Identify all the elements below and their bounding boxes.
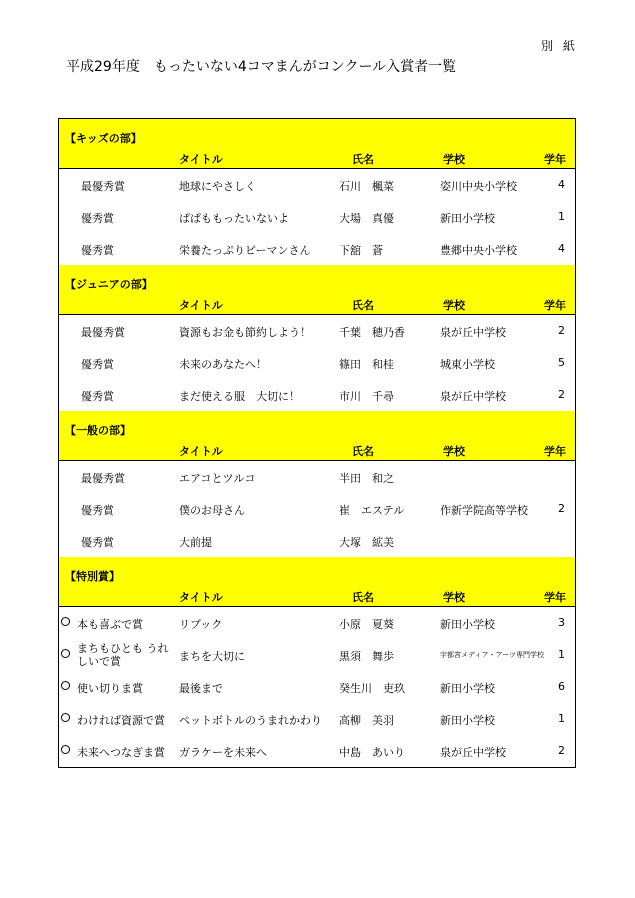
name-cell: 市川 千尋 (339, 390, 394, 403)
title-cell: 地球にやさしく (179, 180, 256, 193)
table-row (59, 493, 575, 525)
table-row (59, 607, 575, 639)
award-cell: 使い切りま賞 (77, 682, 143, 695)
name-cell: 千葉 穂乃香 (339, 326, 405, 339)
section-title: 【特別賞】 (65, 570, 120, 583)
section-header (59, 265, 575, 315)
name-cell: 下舘 蒼 (339, 244, 383, 257)
school-cell: 新田小学校 (440, 682, 495, 695)
title-cell: 栄養たっぷりピーマンさん (179, 244, 311, 257)
column-header-grade: 学年 (544, 445, 566, 458)
name-cell: 半田 和之 (339, 472, 394, 485)
school-cell: 姿川中央小学校 (440, 180, 517, 193)
table-row (59, 735, 575, 767)
column-header-name: 氏名 (352, 445, 374, 458)
table-row (59, 315, 575, 347)
title-cell: エアコとツルコ (179, 472, 256, 485)
annex-label: 別 紙 (541, 39, 578, 53)
name-cell: 大塚 絋美 (339, 536, 394, 549)
grade-cell: 1 (558, 210, 565, 223)
table-row (59, 525, 575, 557)
award-cell: わければ資源で賞 (77, 714, 165, 727)
title-cell: 大前提 (179, 536, 212, 549)
grade-cell: 4 (558, 178, 565, 191)
column-header-title: タイトル (179, 299, 223, 312)
name-cell: 癸生川 吏玖 (339, 682, 405, 695)
grade-cell: 2 (558, 744, 565, 757)
section-header (59, 411, 575, 461)
grade-cell: 1 (558, 648, 565, 661)
table-row (59, 233, 575, 265)
name-cell: 小原 夏葵 (339, 618, 394, 631)
award-cell: 優秀賞 (81, 536, 114, 549)
table-row (59, 169, 575, 201)
name-cell: 大場 真優 (339, 212, 394, 225)
grade-cell: 3 (558, 616, 565, 629)
school-cell: 豊郷中央小学校 (440, 244, 517, 257)
school-cell: 泉が丘中学校 (440, 746, 506, 759)
grade-cell: 5 (558, 356, 565, 369)
circle-bullet-icon (61, 713, 70, 722)
column-header-name: 氏名 (352, 591, 374, 604)
title-cell: 最後まで (179, 682, 223, 695)
circle-bullet-icon (61, 681, 70, 690)
title-cell: 僕のお母さん (179, 504, 245, 517)
section-title: 【ジュニアの部】 (65, 278, 153, 291)
title-cell: ペットボトルのうまれかわり (179, 714, 322, 727)
circle-bullet-icon (61, 745, 70, 754)
column-header-school: 学校 (443, 299, 465, 312)
name-cell: 石川 楓菜 (339, 180, 394, 193)
section-header (59, 119, 575, 169)
column-header-name: 氏名 (352, 153, 374, 166)
grade-cell: 4 (558, 242, 565, 255)
column-header-title: タイトル (179, 591, 223, 604)
title-cell: ガラケーを未来へ (179, 746, 267, 759)
column-header-grade: 学年 (544, 299, 566, 312)
award-cell: 優秀賞 (81, 390, 114, 403)
grade-cell: 6 (558, 680, 565, 693)
section-title: 【キッズの部】 (65, 132, 142, 145)
award-cell: 優秀賞 (81, 358, 114, 371)
grade-cell: 2 (558, 502, 565, 515)
name-cell: 中島 あいり (339, 746, 405, 759)
school-cell: 城東小学校 (440, 358, 495, 371)
school-cell: 泉が丘中学校 (440, 326, 506, 339)
award-cell: 優秀賞 (81, 504, 114, 517)
section-header (59, 557, 575, 607)
award-cell: 最優秀賞 (81, 472, 125, 485)
column-header-title: タイトル (179, 153, 223, 166)
name-cell: 黒須 舞歩 (339, 650, 394, 663)
table-row (59, 671, 575, 703)
school-cell: 泉が丘中学校 (440, 390, 506, 403)
award-cell: 未来へつなぎま賞 (77, 746, 165, 759)
column-header-school: 学校 (443, 153, 465, 166)
title-cell: リブック (179, 618, 223, 631)
title-cell: まだ使える服 大切に！ (179, 390, 300, 403)
circle-bullet-icon (61, 617, 70, 626)
grade-cell: 2 (558, 324, 565, 337)
award-cell: 最優秀賞 (81, 180, 125, 193)
school-cell: 作新学院高等学校 (440, 504, 528, 517)
table-row (59, 461, 575, 493)
grade-cell: 1 (558, 712, 565, 725)
school-cell: 宇都宮メディア・アーツ専門学校 (440, 651, 544, 659)
column-header-title: タイトル (179, 445, 223, 458)
table-row (59, 379, 575, 411)
award-cell: 本も喜ぶで賞 (77, 618, 143, 631)
award-cell: 優秀賞 (81, 212, 114, 225)
award-cell: 優秀賞 (81, 244, 114, 257)
name-cell: 篠田 和桂 (339, 358, 394, 371)
school-cell: 新田小学校 (440, 212, 495, 225)
column-header-school: 学校 (443, 445, 465, 458)
table-row (59, 703, 575, 735)
column-header-grade: 学年 (544, 591, 566, 604)
document-title: 平成29年度 もったいない4コマまんがコンクール入賞者一覧 (66, 59, 457, 75)
name-cell: 崔 エステル (339, 504, 405, 517)
circle-bullet-icon (61, 649, 70, 658)
title-cell: ぱぱももったいないよ (179, 212, 289, 225)
section-title: 【一般の部】 (65, 424, 131, 437)
column-header-school: 学校 (443, 591, 465, 604)
award-cell: まちもひとも うれしいで賞 (77, 642, 169, 668)
table-row (59, 201, 575, 233)
column-header-grade: 学年 (544, 153, 566, 166)
title-cell: 資源もお金も節約しよう！ (179, 326, 311, 339)
school-cell: 新田小学校 (440, 618, 495, 631)
column-header-name: 氏名 (352, 299, 374, 312)
name-cell: 高柳 美羽 (339, 714, 394, 727)
award-cell: 最優秀賞 (81, 326, 125, 339)
grade-cell: 2 (558, 388, 565, 401)
table-row (59, 639, 575, 671)
results-table (58, 118, 576, 768)
table-row (59, 347, 575, 379)
title-cell: 未来のあなたへ！ (179, 358, 267, 371)
school-cell: 新田小学校 (440, 714, 495, 727)
title-cell: まちを大切に (179, 650, 245, 663)
